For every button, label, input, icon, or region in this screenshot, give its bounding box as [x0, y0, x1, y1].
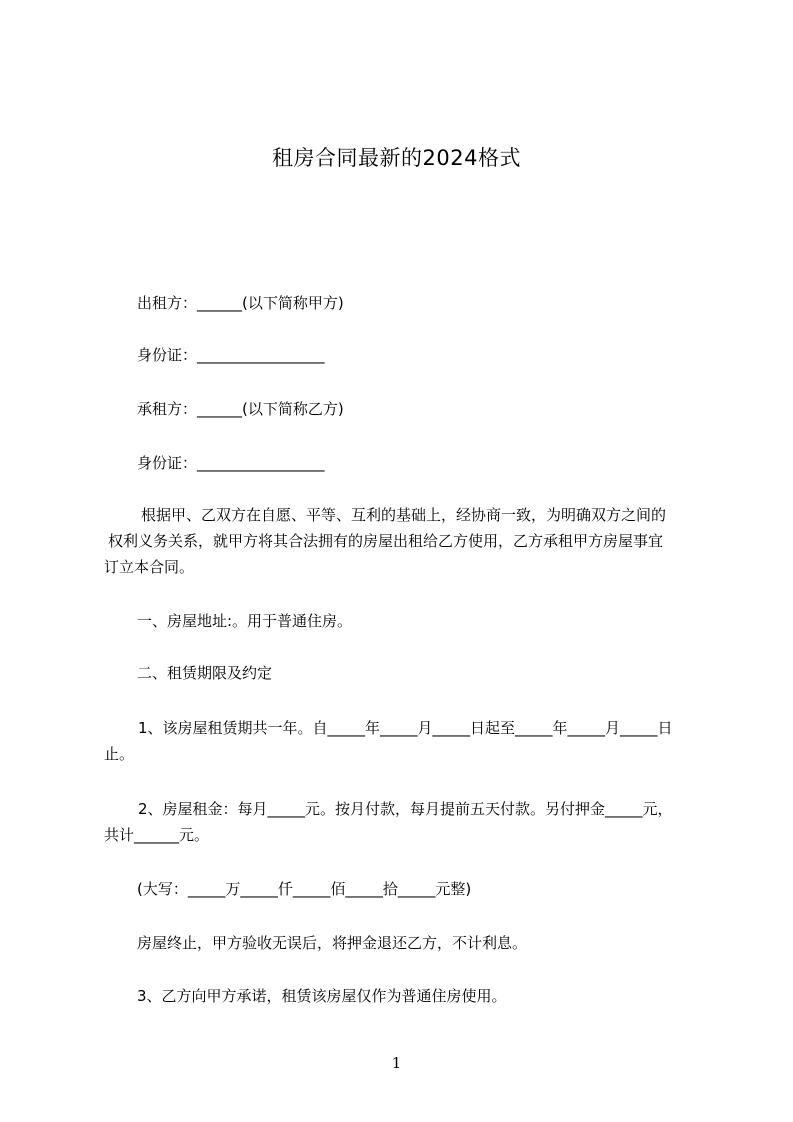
- intro-line: 订立本合同。: [104, 558, 195, 576]
- item-2-line: 共计______元。: [104, 826, 210, 844]
- capital-amount-line: (大写：_____万_____仟_____佰_____拾_____元整): [137, 880, 472, 898]
- deposit-return-line: 房屋终止，甲方验收无误后，将押金退还乙方，不计利息。: [137, 934, 528, 952]
- lessee-line: 承租方：______(以下简称乙方): [137, 400, 344, 418]
- item-1-paragraph: [104, 715, 709, 767]
- intro-paragraph: [104, 502, 709, 580]
- item-1-line: 1、该房屋租赁期共一年。自_____年_____月_____日起至_____年_____月_____日: [138, 719, 673, 737]
- item-1-line: 止。: [104, 745, 135, 763]
- clause-1-address: 一、房屋地址:。用于普通住房。: [137, 612, 353, 630]
- document-title: 租房合同最新的2024格式: [272, 146, 521, 170]
- item-3-line: 3、乙方向甲方承诺，租赁该房屋仅作为普通住房使用。: [137, 987, 507, 1005]
- item-2-paragraph: [104, 796, 709, 848]
- lessor-id-line: 身份证：_________________: [137, 346, 325, 364]
- clause-2-heading: 二、租赁期限及约定: [137, 664, 273, 682]
- lessor-line: 出租方：______(以下简称甲方): [137, 294, 344, 312]
- intro-line: 权利义务关系，就甲方将其合法拥有的房屋出租给乙方使用，乙方承租甲方房屋事宜: [108, 532, 664, 550]
- intro-line: 根据甲、乙双方在自愿、平等、互利的基础上，经协商一致，为明确双方之间的: [141, 506, 667, 524]
- page-number: 1: [391, 1054, 402, 1072]
- lessee-id-line: 身份证：_________________: [137, 454, 325, 472]
- item-2-line: 2、房屋租金：每月_____元。按月付款，每月提前五天付款。另付押金_____元，: [138, 800, 673, 818]
